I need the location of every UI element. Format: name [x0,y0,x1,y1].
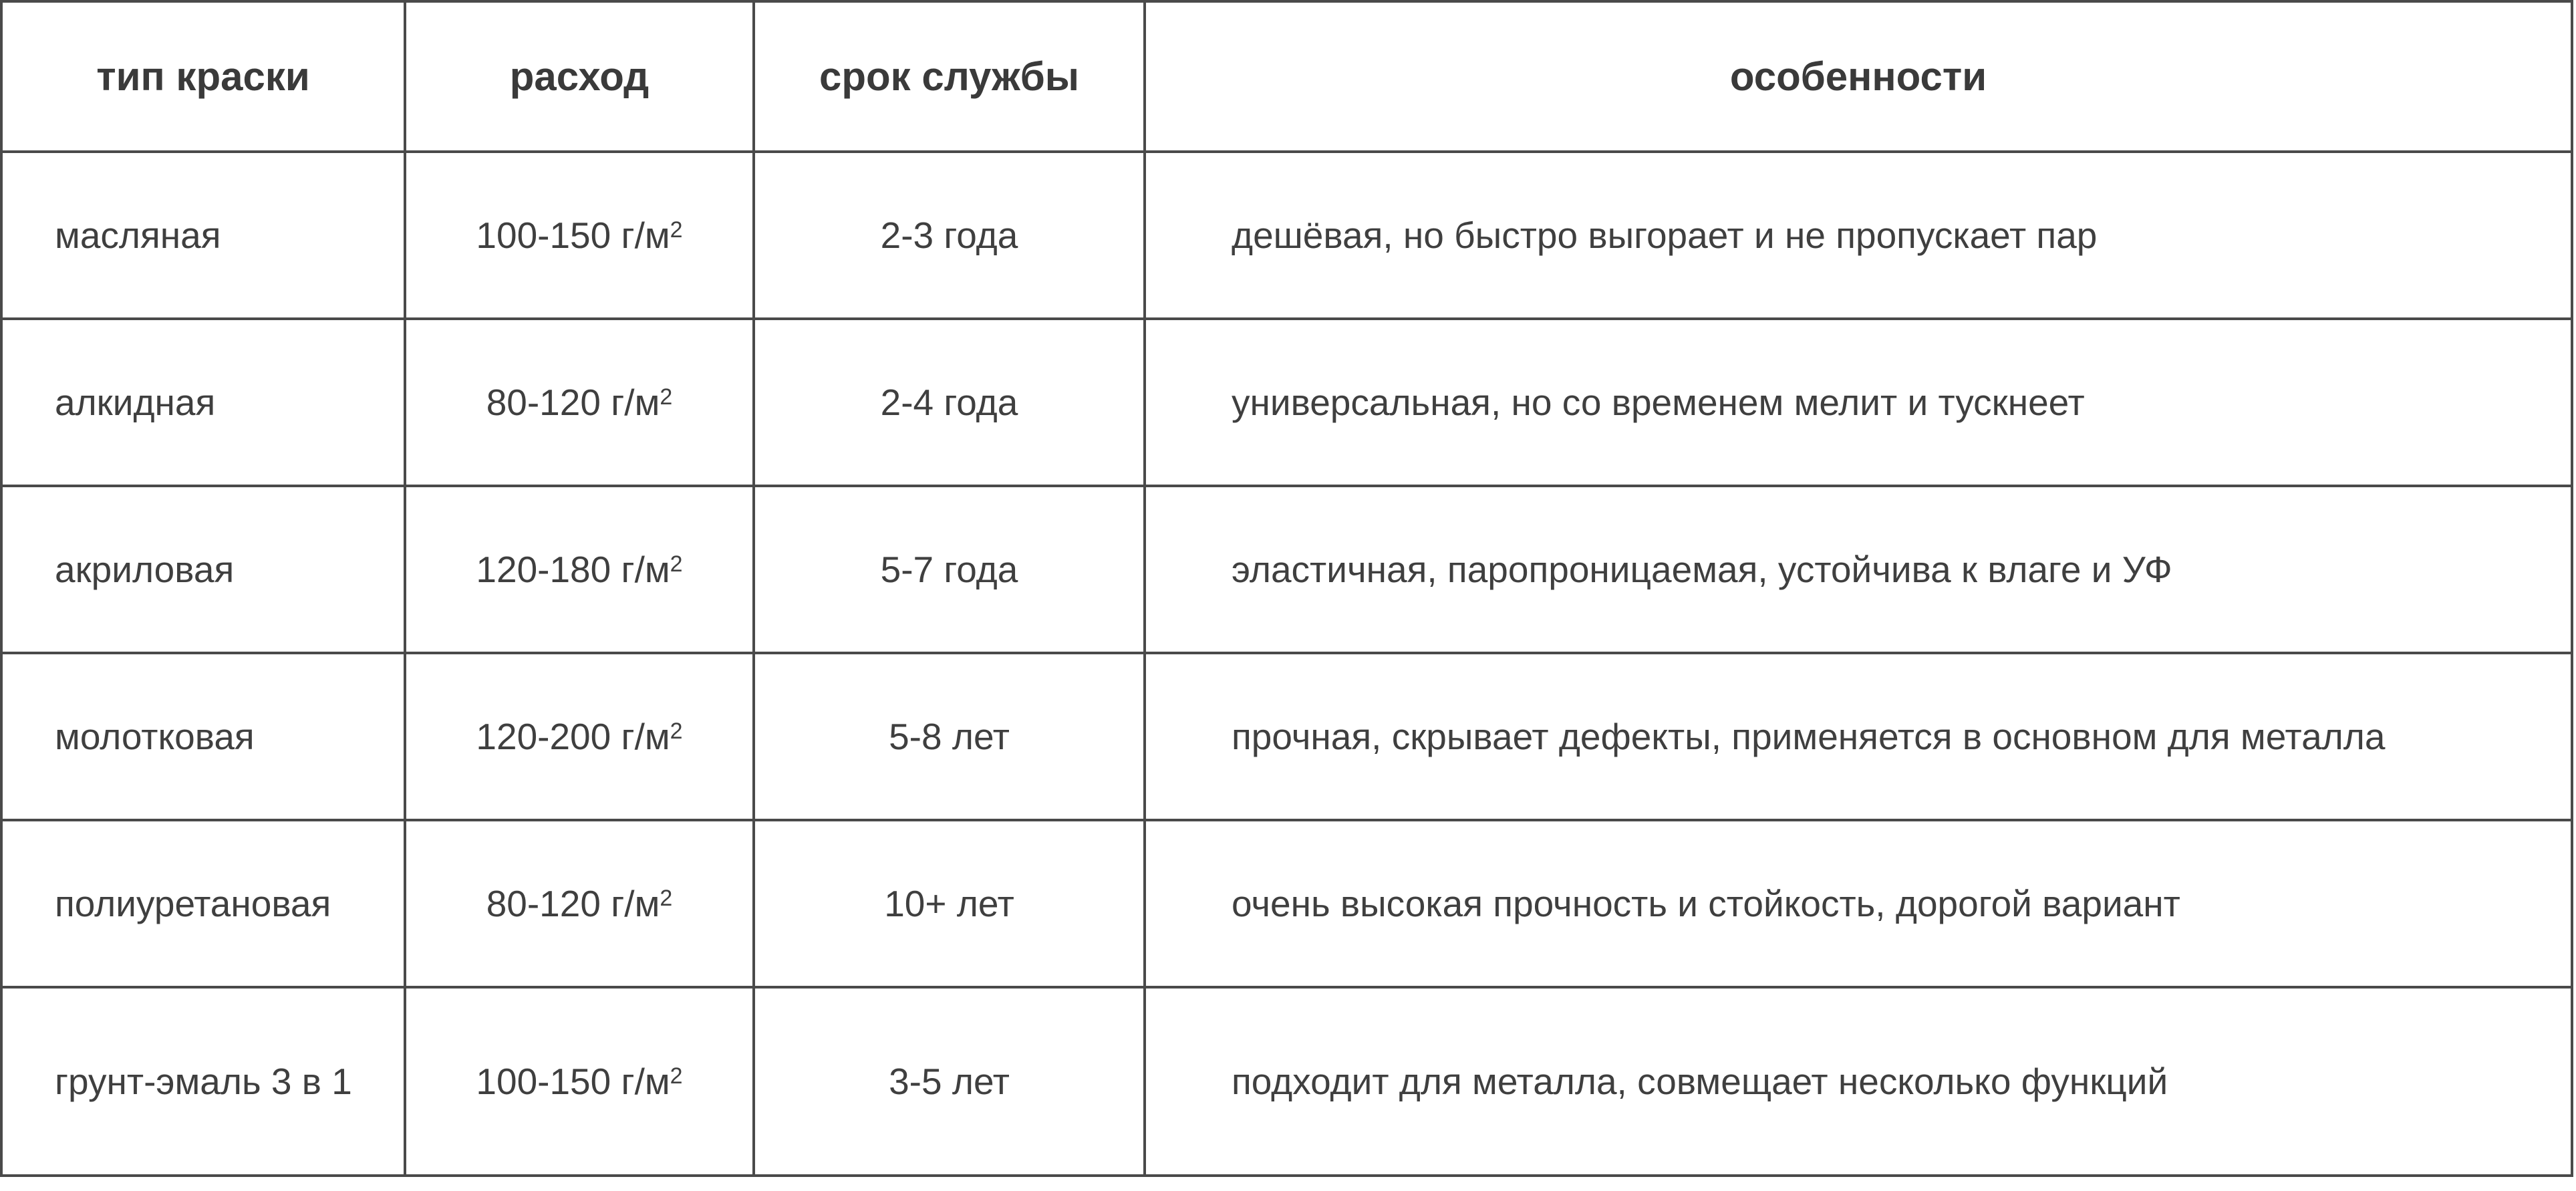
consumption-value: 120-180 г/м [476,549,670,590]
table-row [3,487,2573,654]
cell-consumption: 80-120 г/м $^2$ [406,320,755,485]
cell-consumption: 120-180 г/м $^2$ [406,487,755,652]
cell-consumption: 80-120 г/м $^2$ [406,821,755,986]
table-row [3,153,2573,320]
table-row [3,320,2573,487]
consumption-value: 80-120 г/м [486,382,660,423]
cell-consumption: 100-150 г/м $^2$ [406,153,755,317]
consumption-value: 100-150 г/м [476,215,670,256]
header-paint-type: тип краски [3,3,406,150]
table-header-row [3,3,2573,153]
cell-paint-type: масляная [3,153,406,317]
table-row [3,988,2573,1177]
consumption-value: 120-200 г/м [476,716,670,757]
cell-service-life: 2-4 года [755,320,1146,485]
cell-consumption: 100-150 г/м $^2$ [406,988,755,1174]
table-row [3,821,2573,988]
cell-service-life: 3-5 лет [755,988,1146,1174]
cell-paint-type: полиуретановая [3,821,406,986]
cell-service-life: 10+ лет [755,821,1146,986]
cell-paint-type: грунт-эмаль 3 в 1 [3,988,406,1174]
cell-paint-type: алкидная [3,320,406,485]
cell-service-life: 5-7 года [755,487,1146,652]
cell-consumption: 120-200 г/м $^2$ [406,654,755,819]
cell-features: очень высокая прочность и стойкость, дорогой вариант [1146,821,2573,986]
cell-features: эластичная, паропроницаемая, устойчива к влаге и УФ [1146,487,2573,652]
cell-features: подходит для металла, совмещает несколько функций [1146,988,2573,1174]
cell-features: дешёвая, но быстро выгорает и не пропускает пар [1146,153,2573,317]
table-row [3,654,2573,821]
consumption-value: 100-150 г/м [476,1061,670,1102]
cell-features: прочная, скрывает дефекты, применяется в основном для металла [1146,654,2573,819]
consumption-value: 80-120 г/м [486,883,660,924]
cell-service-life: 2-3 года [755,153,1146,317]
cell-service-life: 5-8 лет [755,654,1146,819]
header-features: особенности [1146,3,2573,150]
cell-features: универсальная, но со временем мелит и тускнеет [1146,320,2573,485]
header-service-life: срок службы [755,3,1146,150]
cell-paint-type: молотковая [3,654,406,819]
cell-paint-type: акриловая [3,487,406,652]
header-consumption: расход [406,3,755,150]
